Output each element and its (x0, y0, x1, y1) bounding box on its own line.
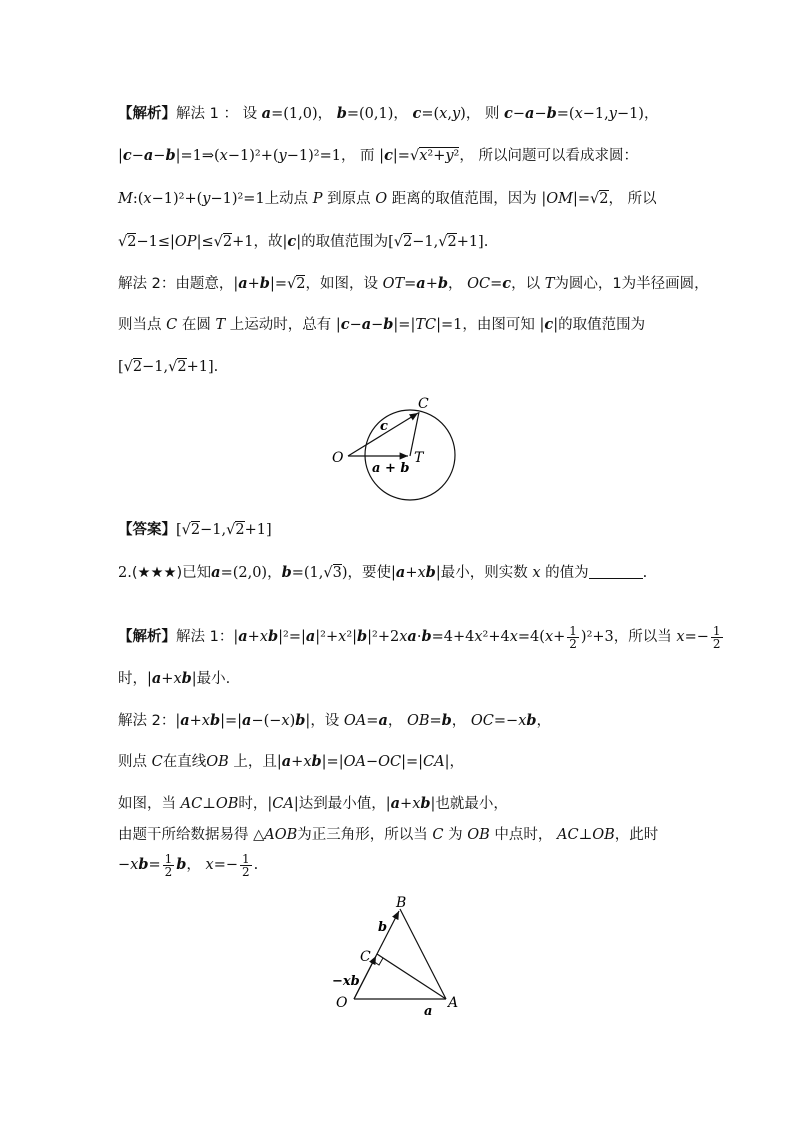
analysis-tag: 【解析】 (118, 106, 176, 122)
solution1-method2-line3: [√2−1,√2+1]. (118, 359, 219, 375)
label-O: O (332, 450, 344, 466)
label-c: c (380, 419, 388, 434)
difficulty-stars: (★★★) (131, 565, 183, 581)
answer1-line: 【答案】[√2−1,√2+1] (118, 522, 272, 538)
solution2-line6: 由题干所给数据易得 △AOB为正三角形，所以当 C 为 OB 中点时， AC⊥OB，此时 (118, 827, 659, 843)
label-minus-xb: −xb (332, 974, 360, 989)
solution2-line2: 时，|a+xb|最小. (118, 670, 231, 687)
solution2-line4: 则点 C在直线OB 上，且|a+xb|=|OA−OC|=|CA|， (118, 753, 464, 770)
answer-tag: 【答案】 (118, 522, 176, 538)
method1-label: 解法 1 ： (176, 106, 238, 122)
solution2-line7: −xb= $\frac{1}{2}$ b， x=− $\frac{1}{2}$ . (118, 851, 259, 879)
problem2-line: 2.(★★★)已知a=(2,0)，b=(1,√3)，要使|a+xb|最小，则实数 x 的值为 . (118, 564, 648, 581)
solution1-method2-line1: 解法 2：由题意，|a+b|=√2，如图，设 OT=a+b， OC=c，以 T为圆心，1为半径画圆， (118, 275, 709, 292)
answer-blank (589, 564, 643, 579)
label-b: b (378, 920, 388, 935)
problem-number: 2. (118, 565, 132, 581)
label-A: A (448, 995, 459, 1011)
solution1-line2: |c−a−b|=1⇒(x−1)²+(y−1)²=1， 而 |c|=√x²+y²， 所以问题可以看成求圆： (118, 147, 638, 164)
figure-triangle-diagram (328, 895, 468, 1020)
solution2-line1: 【解析】解法 1：|a+xb|²=|a|²+x²|b|²+2xa·b=4+4x²+4x=4(x+ $\frac{1}{2}$ )²+3，所以当 x=− $\frac{1}{2}$ (118, 623, 721, 651)
label-O2: O (336, 995, 348, 1011)
solution2-line3: 解法 2：|a+xb|=|a−(−x)b|，设 OA=a， OB=b， OC=−xb， (118, 712, 552, 729)
analysis-tag-2: 【解析】 (118, 629, 176, 645)
label-T: T (414, 450, 424, 466)
solution1-line4: √2−1≤|OP|≤√2+1，故|c|的取值范围为[√2−1,√2+1]. (118, 233, 489, 250)
label-B: B (396, 895, 407, 911)
label-a-plus-b: a + b (372, 461, 410, 476)
solution1-method2-line2: 则当点 C 在圆 T 上运动时，总有 |c−a−b|=|TC|=1，由图可知 |c|的取值范围为 (118, 316, 646, 333)
label-a: a (424, 1004, 433, 1019)
solution2-line5: 如图，当 AC⊥OB时，|CA|达到最小值，|a+xb|也就最小， (118, 795, 508, 812)
label-C: C (418, 396, 429, 412)
solution1-line1: 【解析】解法 1 ： 设 a=(1,0)， b=(0,1)， c=(x,y)， 则 c−a−b=(x−1,y−1)， (118, 105, 659, 122)
solution1-line3: M:(x−1)²+(y−1)²=1上动点 P 到原点 O 距离的取值范围，因为 |OM|=√2， 所以 (118, 191, 657, 207)
figure-circle-diagram (328, 392, 468, 510)
segment-CA (377, 954, 446, 999)
label-C2: C (360, 949, 371, 965)
side-AB (400, 909, 446, 999)
